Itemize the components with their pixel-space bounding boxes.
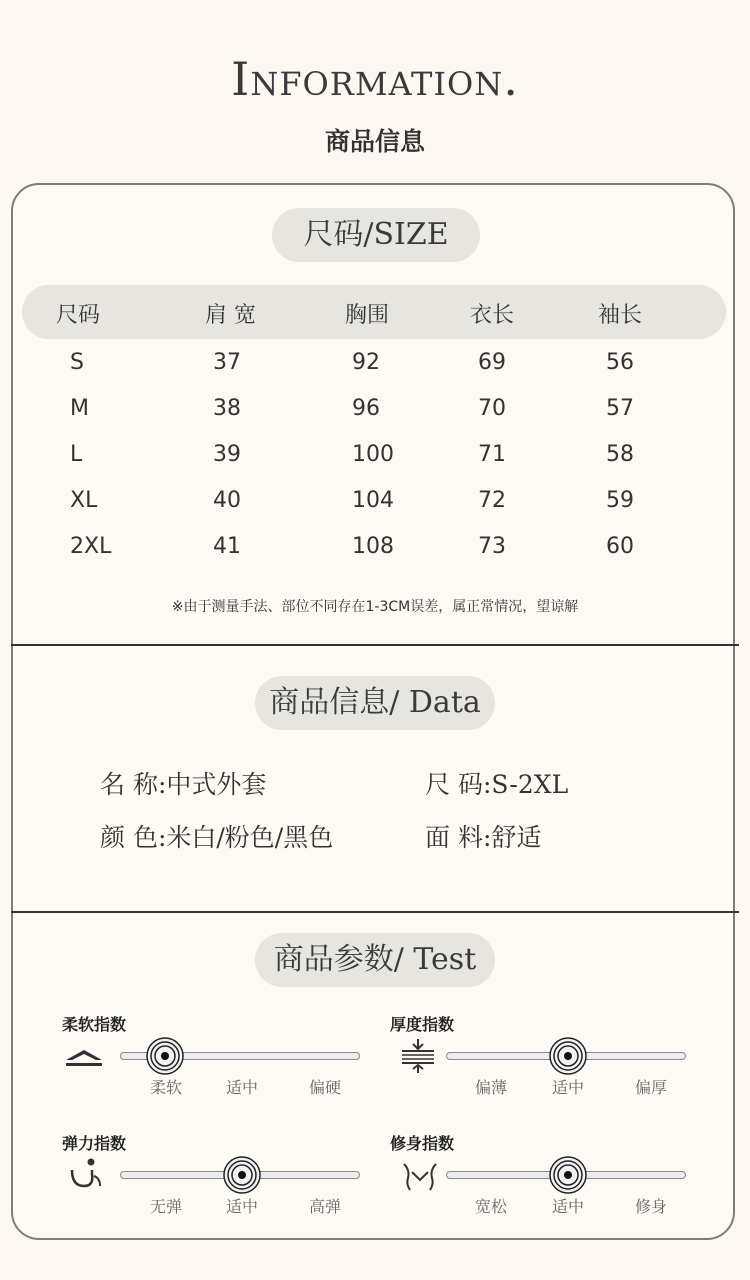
gauge-title: 厚度指数 [390, 1015, 455, 1034]
gauge-indicator [548, 1155, 588, 1195]
size-column-header: 胸围 [345, 303, 390, 328]
size-table-cell: 69 [478, 350, 506, 375]
gauge-label: 高弹 [308, 1197, 341, 1216]
size-section-title: 尺码/SIZE [272, 208, 480, 262]
gauge-label: 适中 [225, 1197, 258, 1216]
gauge-indicator [548, 1036, 588, 1076]
size-table-cell: 108 [352, 534, 394, 559]
gauge-indicator [145, 1036, 185, 1076]
size-table-cell: 40 [213, 488, 241, 513]
size-table-cell: 73 [478, 534, 506, 559]
gauge-label: 无弹 [149, 1197, 182, 1216]
thickness-icon [396, 1038, 440, 1074]
size-row-label: S [70, 350, 84, 375]
size-table-cell: 70 [478, 396, 506, 421]
gauge-title: 弹力指数 [62, 1134, 127, 1153]
size-row-label: 2XL [70, 534, 112, 559]
size-table-cell: 56 [606, 350, 634, 375]
size-table-cell: 58 [606, 442, 634, 467]
size-row-label: XL [70, 488, 98, 513]
size-table-cell: 71 [478, 442, 506, 467]
page-title-cn: 商品信息 [324, 127, 425, 156]
gauge-title: 修身指数 [390, 1134, 455, 1153]
gauge-label: 修身 [634, 1197, 667, 1216]
gauge-label: 适中 [551, 1197, 584, 1216]
size-table-cell: 60 [606, 534, 634, 559]
gauge-label: 宽松 [474, 1197, 507, 1216]
size-row-label: M [70, 396, 89, 421]
size-column-header: 袖长 [598, 303, 643, 328]
gauge-label: 适中 [225, 1078, 258, 1097]
size-note: ※由于测量手法、部位不同存在1-3CM误差，属正常情况，望谅解 [171, 599, 579, 615]
section-divider [11, 644, 739, 646]
gauge-indicator [222, 1155, 262, 1195]
gauge-label: 偏薄 [474, 1078, 507, 1097]
gauge-title: 柔软指数 [62, 1015, 127, 1034]
size-table-cell: 92 [352, 350, 380, 375]
size-table-cell: 59 [606, 488, 634, 513]
product-fabric: 面 料:舒适 [425, 823, 542, 852]
data-section-title: 商品信息/ Data [255, 676, 495, 730]
size-column-header: 尺码 [56, 303, 101, 328]
size-table-cell: 104 [352, 488, 394, 513]
size-table-cell: 39 [213, 442, 241, 467]
elasticity-icon [64, 1156, 108, 1192]
size-table-cell: 57 [606, 396, 634, 421]
page-title-en: Information. [231, 52, 519, 106]
product-name: 名 称:中式外套 [100, 770, 267, 799]
product-size-range: 尺 码:S-2XL [425, 770, 569, 799]
fit-icon [398, 1158, 442, 1194]
test-section-title: 商品参数/ Test [255, 933, 495, 987]
size-table-cell: 37 [213, 350, 241, 375]
size-table-cell: 72 [478, 488, 506, 513]
section-divider [11, 911, 739, 913]
size-table-cell: 100 [352, 442, 394, 467]
product-colors: 颜 色:米白/粉色/黑色 [100, 823, 334, 852]
size-table-cell: 38 [213, 396, 241, 421]
gauge-label: 柔软 [149, 1078, 182, 1097]
gauge-label: 偏硬 [308, 1078, 341, 1097]
size-table-cell: 41 [213, 534, 241, 559]
size-row-label: L [70, 442, 83, 467]
size-column-header: 衣长 [470, 303, 515, 328]
gauge-label: 适中 [551, 1078, 584, 1097]
softness-icon [62, 1038, 106, 1074]
gauge-label: 偏厚 [634, 1078, 667, 1097]
size-table-cell: 96 [352, 396, 380, 421]
size-column-header: 肩 宽 [205, 303, 256, 328]
